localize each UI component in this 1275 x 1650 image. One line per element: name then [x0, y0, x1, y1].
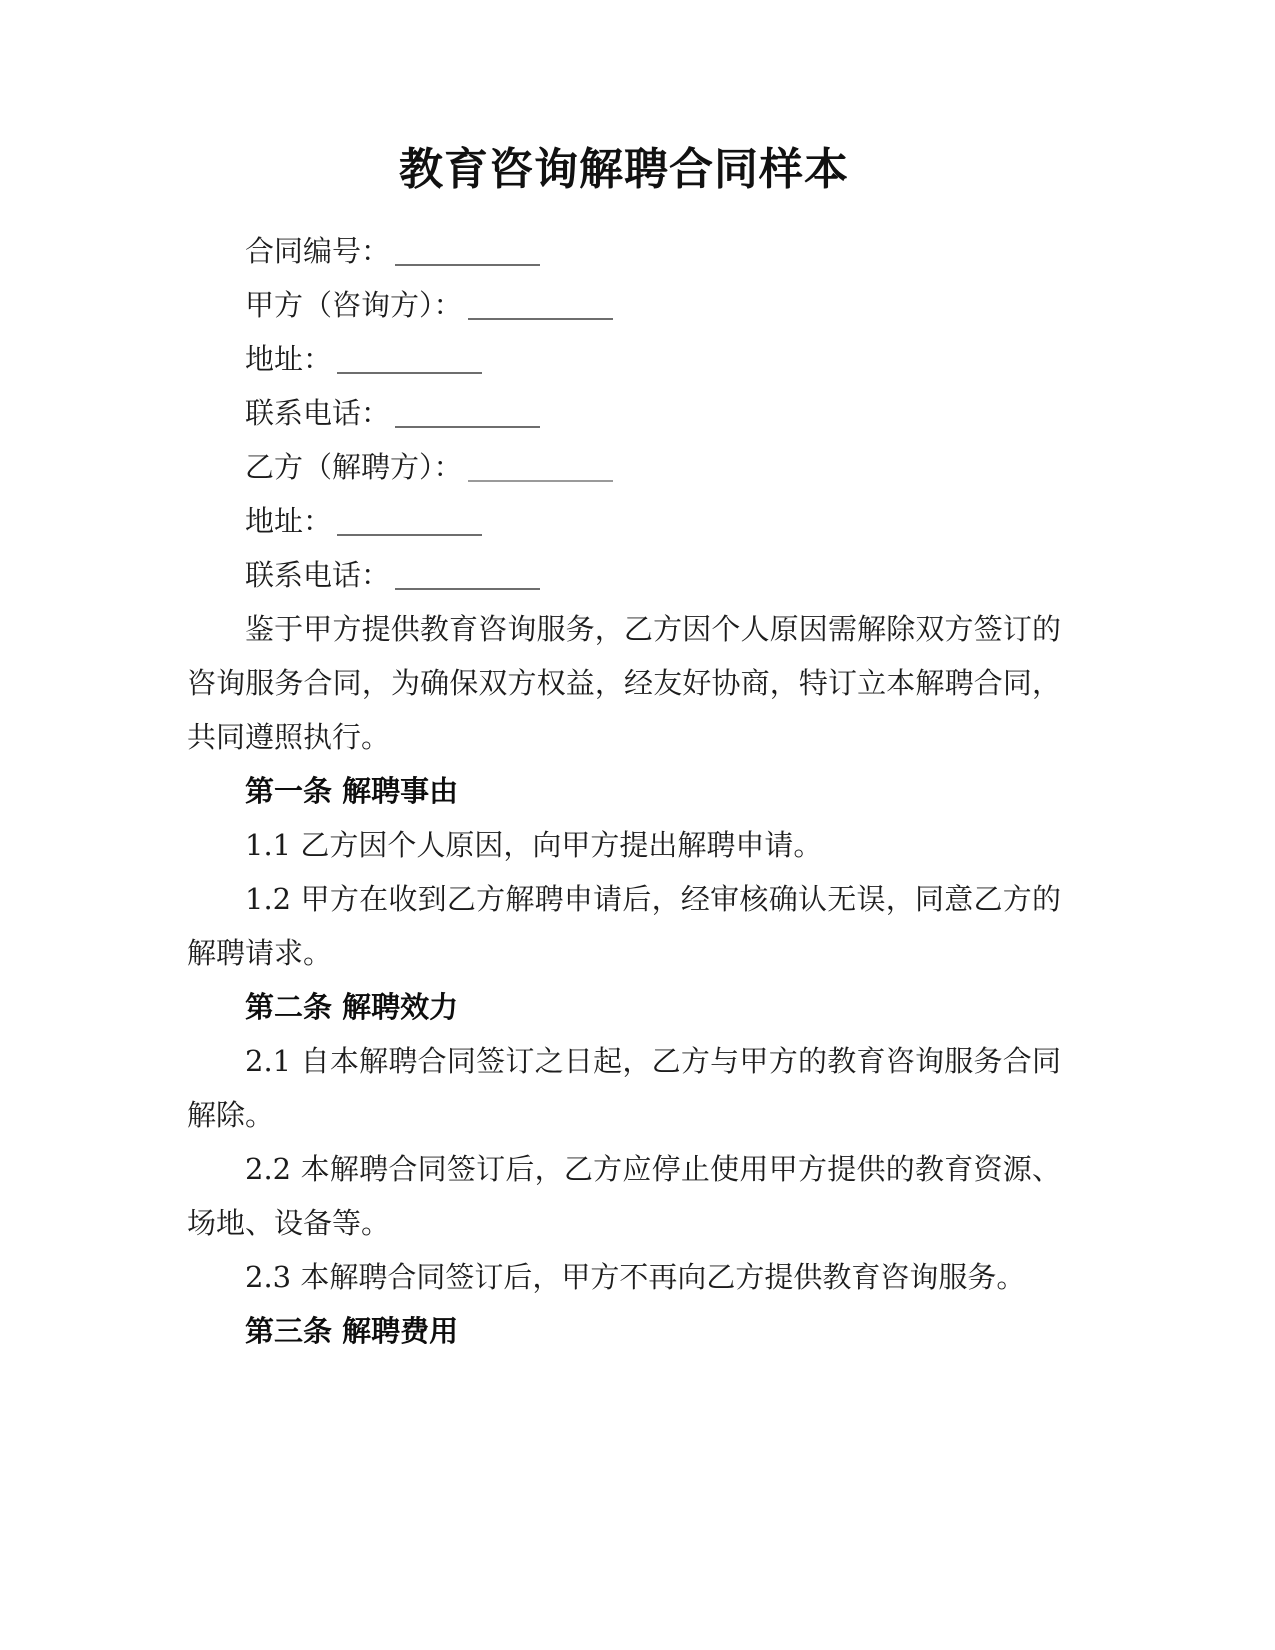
- field-label-party-a-phone: 联系电话：: [245, 396, 391, 430]
- document-body: [187, 224, 1061, 1358]
- field-label-contract-number: 合同编号：: [245, 234, 391, 268]
- clause-2-3: 2.3 本解聘合同签订后，甲方不再向乙方提供教育咨询服务。: [245, 1260, 1026, 1294]
- clause-2-2: 2.2 本解聘合同签订后，乙方应停止使用甲方提供的教育资源、场地、设备等。: [187, 1152, 1061, 1240]
- field-label-party-b-phone: 联系电话：: [245, 558, 391, 592]
- fill-in-blank-party-a-address[interactable]: [337, 350, 482, 374]
- clause-1-2: 1.2 甲方在收到乙方解聘申请后，经审核确认无误，同意乙方的解聘请求。: [187, 882, 1061, 970]
- field-line-contract-number: [187, 224, 1061, 278]
- field-line-party-a-address: [187, 332, 1061, 386]
- fill-in-blank-party-b[interactable]: [468, 458, 613, 482]
- document-title: 教育咨询解聘合同样本: [399, 144, 849, 195]
- clause-1-1: 1.1 乙方因个人原因，向甲方提出解聘申请。: [245, 828, 823, 862]
- fill-in-blank-contract-number[interactable]: [395, 242, 540, 266]
- field-label-party-a-address: 地址：: [245, 342, 333, 376]
- field-label-party-a: 甲方（咨询方）：: [245, 288, 463, 322]
- field-label-party-b: 乙方（解聘方）：: [245, 450, 463, 484]
- field-label-party-b-address: 地址：: [245, 504, 333, 538]
- preamble-paragraph: 鉴于甲方提供教育咨询服务，乙方因个人原因需解除双方签订的咨询服务合同，为确保双方权益，经友好协商，特订立本解聘合同，共同遵照执行。: [187, 612, 1061, 754]
- field-line-party-a-phone: [187, 386, 1061, 440]
- fill-in-blank-party-a-phone[interactable]: [395, 404, 540, 428]
- clause-2-1: 2.1 自本解聘合同签订之日起，乙方与甲方的教育咨询服务合同解除。: [187, 1044, 1061, 1132]
- field-line-party-b-phone: [187, 548, 1061, 602]
- field-line-party-b-address: [187, 494, 1061, 548]
- field-line-party-b: [187, 440, 1061, 494]
- section-2-heading: 第二条 解聘效力: [245, 990, 459, 1024]
- fill-in-blank-party-b-phone[interactable]: [395, 566, 540, 590]
- field-line-party-a: [187, 278, 1061, 332]
- section-1-heading: 第一条 解聘事由: [245, 774, 459, 808]
- section-3-heading: 第三条 解聘费用: [245, 1314, 459, 1348]
- fill-in-blank-party-a[interactable]: [468, 296, 613, 320]
- fill-in-blank-party-b-address[interactable]: [337, 512, 482, 536]
